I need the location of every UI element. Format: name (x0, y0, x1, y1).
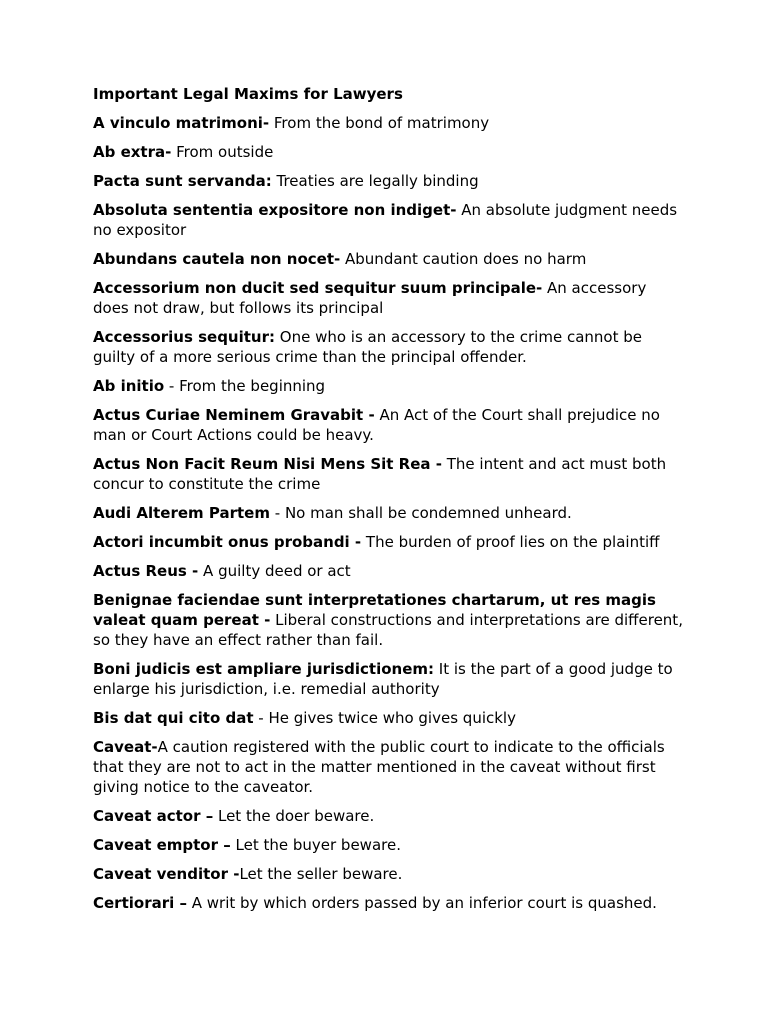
maxim-term: Caveat actor – (93, 807, 214, 825)
document-page (93, 84, 683, 922)
maxim-definition: Let the doer beware. (213, 807, 375, 825)
maxim-term: Caveat- (93, 738, 158, 756)
maxim-definition: An Act of the Court shall prejudice no man or Court Actions could be heavy. (93, 406, 660, 444)
maxim-definition: One who is an accessory to the crime cannot be guilty of a more serious crime than the principal offender. (93, 328, 642, 366)
maxim-definition: It is the part of a good judge to enlarge his jurisdiction, i.e. remedial authority (93, 660, 673, 698)
maxim-term: Actus Non Facit Reum Nisi Mens Sit Rea - (93, 455, 442, 473)
maxim-definition: From the bond of matrimony (269, 114, 490, 132)
maxim-entry (93, 327, 683, 367)
maxim-term: Audi Alterem Partem (93, 504, 270, 522)
maxim-entry (93, 142, 683, 162)
maxim-entry (93, 590, 683, 650)
maxim-definition: A caution registered with the public court to indicate to the officials that they are not to act in the matter mentioned in the caveat without first giving notice to the caveator. (93, 738, 665, 796)
maxim-definition: The burden of proof lies on the plaintiff (361, 533, 660, 551)
maxim-term: Caveat venditor - (93, 865, 240, 883)
maxim-term: Bis dat qui cito dat (93, 709, 254, 727)
maxim-entry (93, 503, 683, 523)
maxim-term: Abundans cautela non nocet- (93, 250, 341, 268)
maxim-term: Ab extra- (93, 143, 172, 161)
maxim-definition: A guilty deed or act (198, 562, 351, 580)
maxim-entry (93, 171, 683, 191)
maxim-term: Actus Reus - (93, 562, 199, 580)
maxim-term: Ab initio (93, 377, 165, 395)
maxim-term: Certiorari – (93, 894, 187, 912)
maxim-entry (93, 708, 683, 728)
maxim-entry (93, 835, 683, 855)
maxim-entry (93, 405, 683, 445)
maxim-entry (93, 113, 683, 133)
maxim-definition: Let the seller beware. (239, 865, 403, 883)
maxim-definition: A writ by which orders passed by an inferior court is quashed. (186, 894, 657, 912)
maxim-entry (93, 561, 683, 581)
maxim-term: Benignae faciendae sunt interpretationes chartarum, ut res magis valeat quam pereat - (93, 591, 656, 629)
maxim-entry (93, 376, 683, 396)
maxim-entry (93, 659, 683, 699)
maxim-entry (93, 200, 683, 240)
maxim-term: Caveat emptor – (93, 836, 231, 854)
maxim-definition: An absolute judgment needs no expositor (93, 201, 678, 239)
maxim-entry (93, 864, 683, 884)
maxim-definition: The intent and act must both concur to constitute the crime (93, 455, 667, 493)
maxim-entry (93, 249, 683, 269)
maxim-entry (93, 532, 683, 552)
maxim-definition: From outside (171, 143, 274, 161)
maxim-term: Accessorium non ducit sed sequitur suum principale- (93, 279, 543, 297)
maxim-definition: - From the beginning (164, 377, 326, 395)
maxim-term: Absoluta sententia expositore non indiget- (93, 201, 457, 219)
maxim-entry (93, 893, 683, 913)
maxim-term: Actori incumbit onus probandi - (93, 533, 362, 551)
maxim-term: Accessorius sequitur: (93, 328, 275, 346)
maxim-term: Actus Curiae Neminem Gravabit - (93, 406, 375, 424)
maxim-entry (93, 454, 683, 494)
maxim-definition: An accessory does not draw, but follows its principal (93, 279, 647, 317)
maxim-entry (93, 806, 683, 826)
maxim-definition: Abundant caution does no harm (340, 250, 587, 268)
maxim-term: A vinculo matrimoni- (93, 114, 270, 132)
maxim-definition: Let the buyer beware. (230, 836, 401, 854)
maxim-definition: - No man shall be condemned unheard. (270, 504, 572, 522)
page-title: Important Legal Maxims for Lawyers (93, 85, 403, 103)
maxim-term: Boni judicis est ampliare jurisdictionem: (93, 660, 435, 678)
maxim-entry (93, 278, 683, 318)
maxim-definition: Treaties are legally binding (271, 172, 479, 190)
maxim-definition: - He gives twice who gives quickly (253, 709, 516, 727)
maxim-term: Pacta sunt servanda: (93, 172, 272, 190)
maxim-entry (93, 737, 683, 797)
maxim-definition: Liberal constructions and interpretations are different, so they have an effect rather than fail. (93, 611, 683, 649)
